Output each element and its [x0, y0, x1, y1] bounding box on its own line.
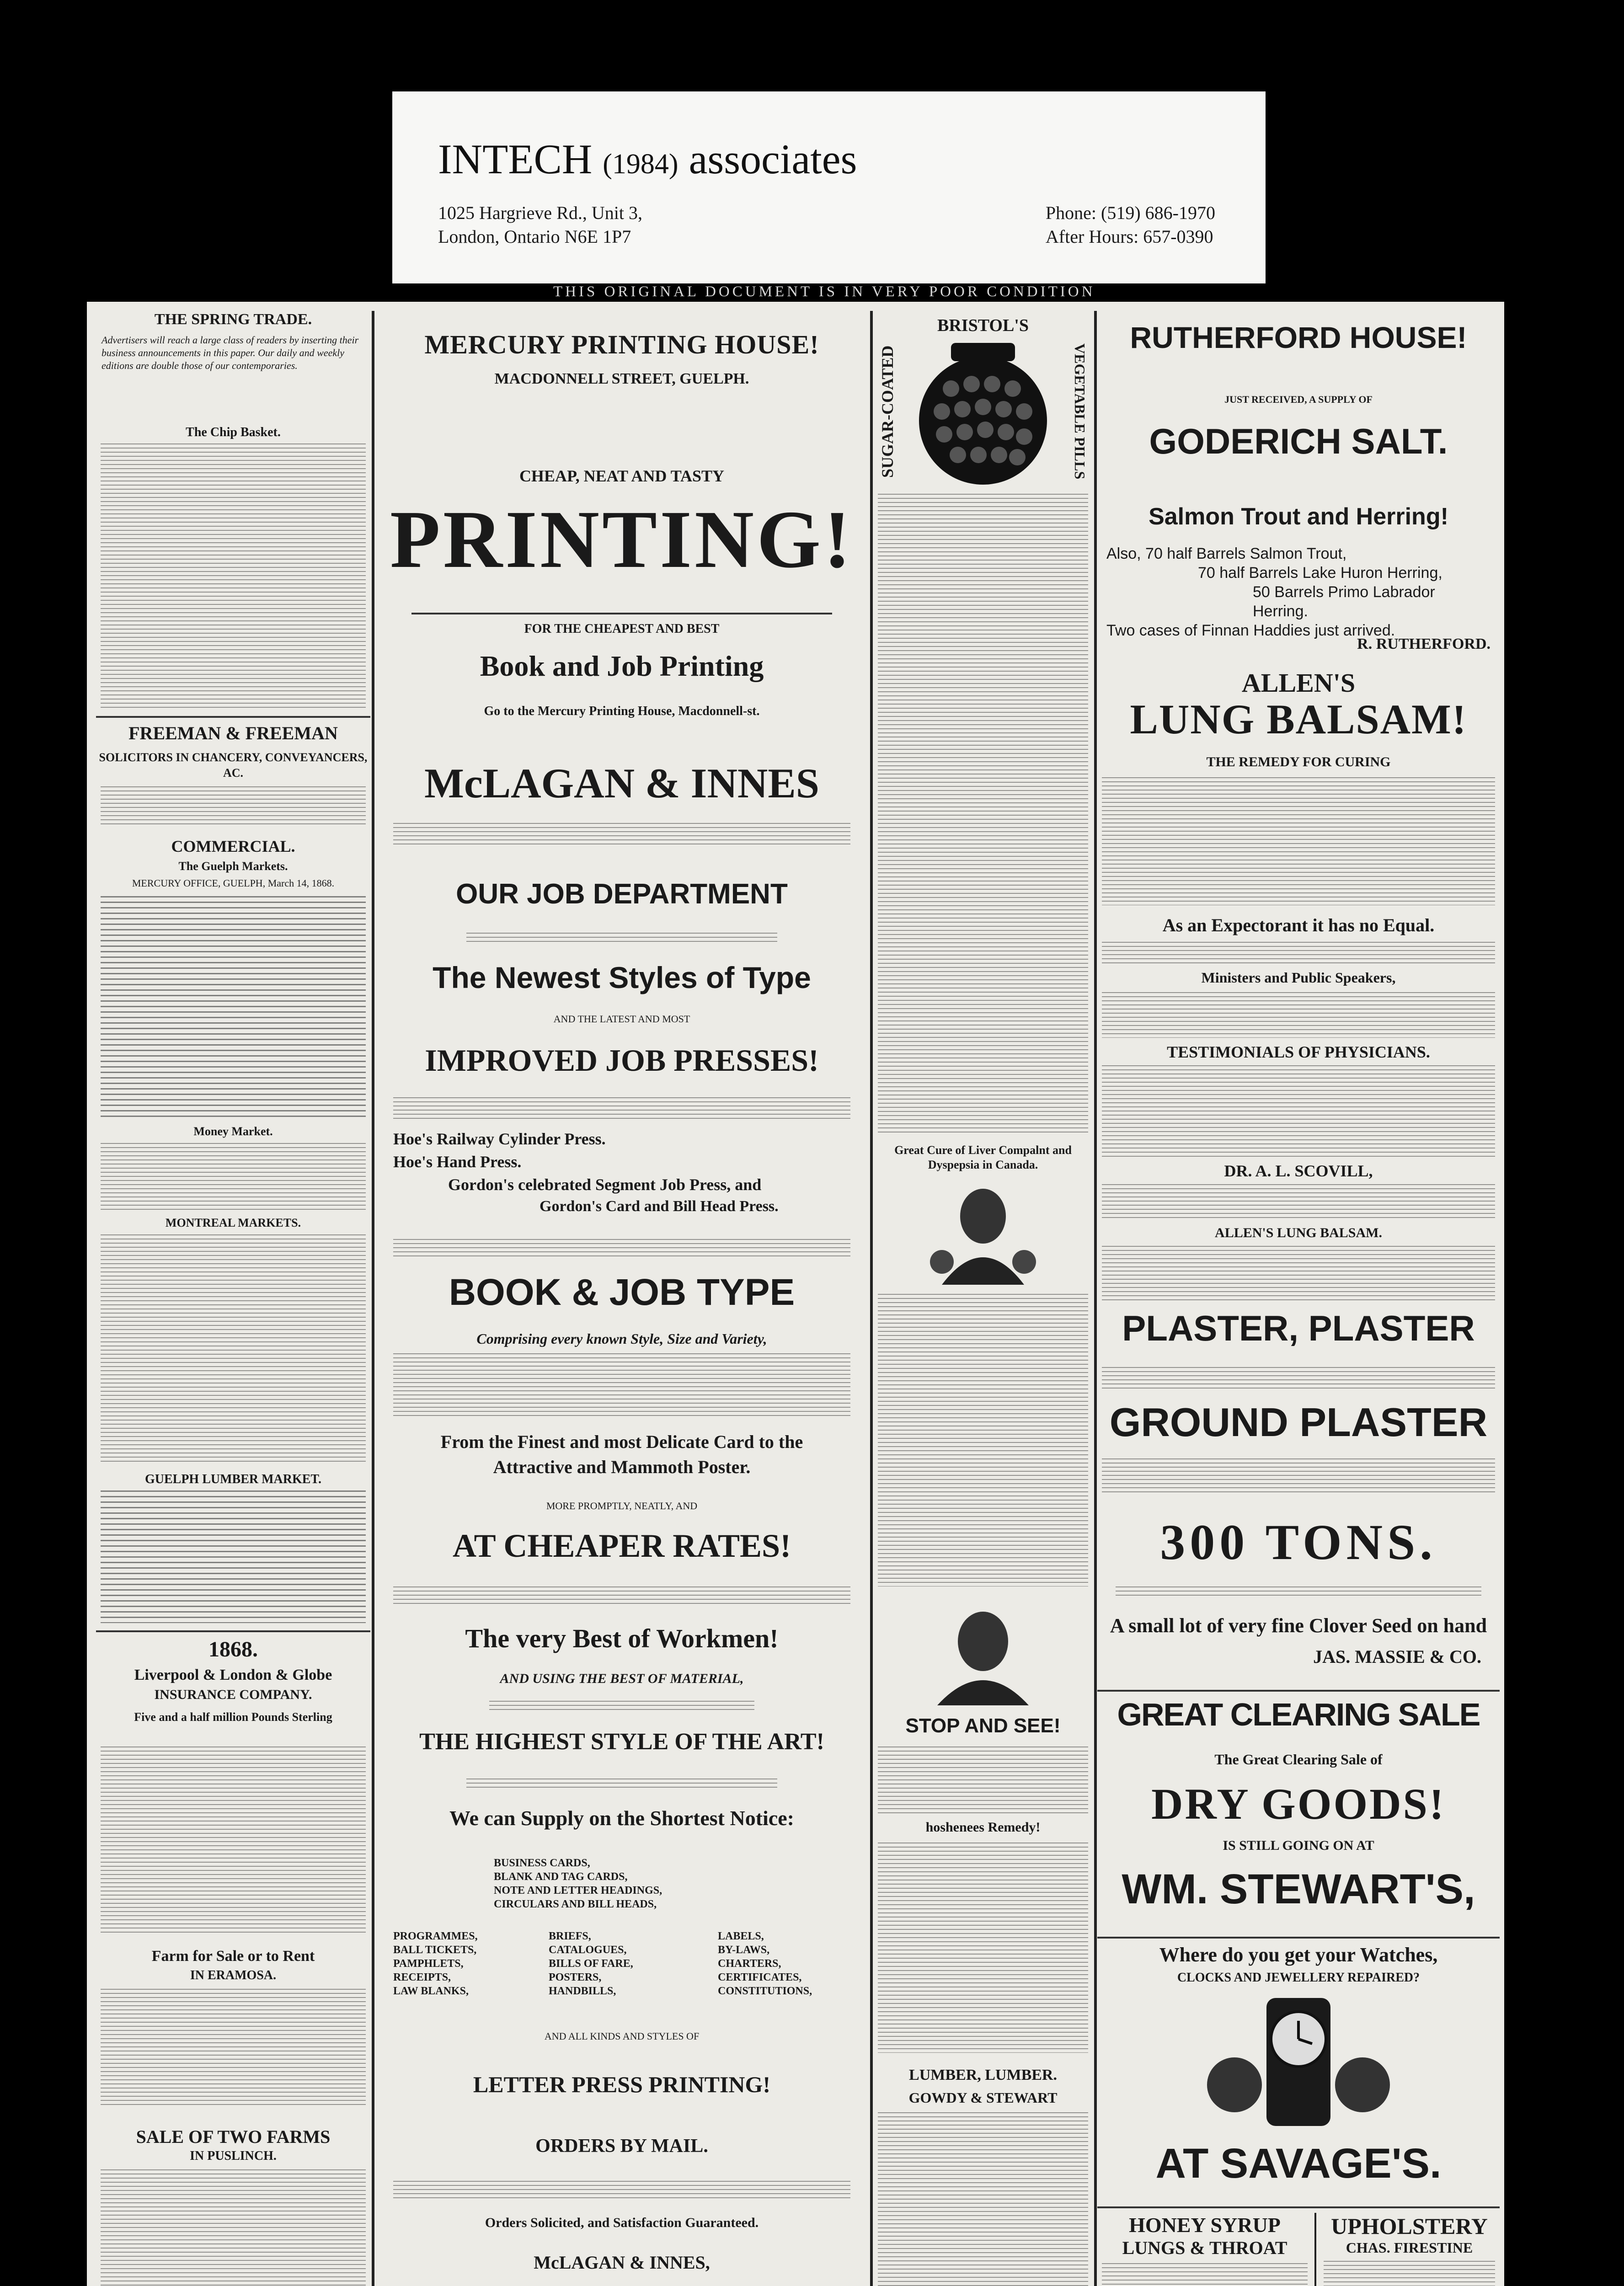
divider — [1097, 1690, 1500, 1692]
salmon-trout-herring: Salmon Trout and Herring! — [1149, 503, 1448, 530]
expectorant: As an Expectorant it has no Equal. — [1162, 915, 1435, 935]
orders-by-mail: ORDERS BY MAIL. — [535, 2136, 708, 2157]
great-clearing-sale: GREAT CLEARING SALE — [1117, 1697, 1480, 1732]
sale-text — [101, 2169, 366, 2286]
presses-text — [393, 1097, 850, 1120]
novelty-text — [393, 1239, 850, 1257]
gowdy-stewart: GOWDY & STEWART — [908, 2089, 1058, 2106]
allens-balsam-2: ALLEN'S LUNG BALSAM. — [1215, 1225, 1382, 1240]
prices-text — [466, 1779, 777, 1789]
brand-title: INTECH (1984) associates — [438, 136, 857, 182]
latest-most: AND THE LATEST AND MOST — [553, 1013, 690, 1025]
ground-plaster-text — [1102, 1458, 1495, 1495]
column-rule — [372, 311, 374, 2286]
lumber-market: GUELPH LUMBER MARKET. — [144, 1472, 322, 1486]
printing-headline: PRINTING! — [390, 494, 854, 585]
money-market-text — [101, 1143, 366, 1212]
indian-remedy-illustration-icon — [924, 1600, 1042, 1705]
montreal-markets-text — [101, 1234, 366, 1463]
lung-balsam: LUNG BALSAM! — [1130, 696, 1467, 742]
chip-basket-title: The Chip Basket. — [186, 425, 281, 439]
cheaper-rates: AT CHEAPER RATES! — [452, 1528, 791, 1564]
rates-text — [393, 1586, 850, 1605]
plaster-plaster: PLASTER, PLASTER — [1122, 1308, 1475, 1348]
tons-text — [1116, 1586, 1481, 1597]
money-market: Money Market. — [193, 1125, 273, 1138]
lungs-throat: LUNGS & THROAT — [1122, 2238, 1287, 2258]
stop-and-see: STOP AND SEE! — [905, 1714, 1061, 1737]
divider — [1097, 2206, 1500, 2208]
balsam-text — [1102, 777, 1495, 905]
column-rule — [1314, 2213, 1316, 2286]
highest-style: THE HIGHEST STYLE OF THE ART! — [419, 1729, 824, 1755]
vegetable-pills-label: VEGETABLE PILLS — [1072, 343, 1088, 480]
printing-house-street: MACDONNELL STREET, GUELPH. — [494, 370, 749, 387]
sale-title: SALE OF TWO FARMS — [136, 2126, 331, 2147]
hoshenees-text — [878, 1843, 1088, 2053]
shortest-notice: We can Supply on the Shortest Notice: — [449, 1806, 794, 1830]
address: 1025 Hargrieve Rd., Unit 3, London, Ontario N6E 1P7 — [438, 203, 642, 247]
best-workmen: The very Best of Workmen! — [465, 1624, 779, 1653]
insurance-title: Liverpool & London & Globe — [134, 1666, 332, 1683]
pill-jar-icon — [914, 338, 1052, 489]
insurance-text — [101, 1747, 366, 1934]
ground-plaster: GROUND PLASTER — [1109, 1399, 1488, 1445]
testimonials-text — [1102, 1065, 1495, 1157]
goderich-salt: GODERICH SALT. — [1149, 421, 1448, 461]
mammoth-poster: Attractive and Mammoth Poster. — [493, 1457, 751, 1477]
printing-list-top: BUSINESS CARDS, BLANK AND TAG CARDS, NOTE AND LETTER HEADINGS, CIRCULARS AND BILL HEADS, — [494, 1857, 662, 1910]
position-text — [489, 1701, 754, 1712]
liver-cure-title: Great Cure of Liver Compalnt and Dyspepsia in Canada. — [894, 1143, 1072, 1171]
newspaper-page — [87, 302, 1504, 2286]
book-job-printing: Book and Job Printing — [480, 650, 764, 682]
still-going-on: IS STILL GOING ON AT — [1223, 1838, 1374, 1853]
ministers: Ministers and Public Speakers, — [1201, 969, 1396, 986]
printing-list-right: LABELS, BY-LAWS, CHARTERS, CERTIFICATES, CONSTITUTIONS, — [718, 1930, 812, 1997]
bristols-title: BRISTOL'S — [937, 316, 1029, 335]
market-prices-table — [101, 896, 366, 1120]
supplied-text — [466, 933, 777, 944]
header-card — [392, 91, 1266, 283]
column-rule — [1094, 311, 1097, 2286]
firm-signature: McLAGAN & INNES, — [534, 2252, 710, 2273]
clover-seed: A small lot of very fine Clover Seed on hand — [1110, 1614, 1487, 1637]
printing-list-left: PROGRAMMES, BALL TICKETS, PAMPHLETS, RECEIPTS, LAW BLANKS, — [393, 1930, 478, 1997]
stop-see-text — [878, 1747, 1088, 1815]
printing-house-title: MERCURY PRINTING HOUSE! — [424, 330, 819, 359]
phone-info: Phone: (519) 686-1970 After Hours: 657-0390 — [1045, 203, 1215, 247]
expectorant-text — [1102, 942, 1495, 965]
allens-title: ALLEN'S — [1241, 668, 1356, 698]
farm-subtitle: IN ERAMOSA. — [190, 1968, 277, 1982]
cheap-neat-tasty: CHEAP, NEAT AND TASTY — [519, 467, 725, 485]
montreal-markets: MONTREAL MARKETS. — [165, 1216, 301, 1229]
massie-co: JAS. MASSIE & CO. — [1313, 1646, 1481, 1667]
lumber-text — [878, 2112, 1088, 2286]
column-1 — [96, 302, 370, 2286]
finest-card: From the Finest and most Delicate Card to the — [440, 1431, 803, 1452]
gordon-card: Gordon's Card and Bill Head Press. — [540, 1198, 779, 1215]
fish-list: Also, 70 half Barrels Salmon Trout, 70 half Barrels Lake Huron Herring, 50 Barrels Primo Labrador Herring. Two cases of Finnan Haddies just arrived. — [1106, 545, 1442, 639]
orders-solicited: Orders Solicited, and Satisfaction Guaranteed. — [485, 2215, 759, 2230]
freeman-details — [101, 786, 366, 828]
hoshenees-remedy: hoshenees Remedy! — [925, 1820, 1041, 1835]
column-4 — [1097, 302, 1500, 2286]
liver-cure-text — [878, 1294, 1088, 1586]
dry-goods: DRY GOODS! — [1151, 1779, 1446, 1828]
firestine: CHAS. FIRESTINE — [1346, 2239, 1473, 2256]
honey-syrup-ad — [1097, 2213, 1312, 2286]
column-3 — [873, 302, 1093, 2286]
testimonials: TESTIMONIALS OF PHYSICIANS. — [1167, 1043, 1430, 1061]
comprising: Comprising every known Style, Size and Variety, — [476, 1330, 767, 1347]
lumber-title: LUMBER, LUMBER. — [909, 2067, 1057, 2083]
column-rule — [870, 311, 873, 2286]
insurance-capital: Five and a half million Pounds Sterling — [134, 1710, 332, 1724]
year-heading: 1868. — [208, 1637, 258, 1661]
farm-text — [101, 1989, 366, 2108]
wm-stewarts: WM. STEWART'S, — [1122, 1866, 1475, 1912]
freeman-subtitle: SOLICITORS IN CHANCERY, CONVEYANCERS, AC. — [99, 751, 368, 780]
commercial-title: COMMERCIAL. — [171, 837, 295, 855]
portrait-illustration-icon — [924, 1180, 1042, 1285]
type-text — [393, 1353, 850, 1417]
remedy-curing: THE REMEDY FOR CURING — [1206, 754, 1391, 769]
rutherford-house: RUTHERFORD HOUSE! — [1130, 320, 1467, 354]
scovill: DR. A. L. SCOVILL, — [1224, 1162, 1373, 1180]
letter-press-printing: LETTER PRESS PRINTING! — [473, 2072, 771, 2097]
honey-text — [1102, 2263, 1308, 2286]
divider — [1097, 1937, 1500, 1939]
all-kinds: AND ALL KINDS AND STYLES OF — [544, 2030, 700, 2042]
divider — [96, 1630, 370, 1632]
firm-text — [393, 823, 850, 846]
column-2 — [375, 302, 869, 2286]
plaster-text — [1102, 1367, 1495, 1390]
at-savages: AT SAVAGE'S. — [1155, 2140, 1442, 2187]
book-job-type: BOOK & JOB TYPE — [449, 1271, 795, 1313]
mclagan-innes: McLAGAN & INNES — [424, 760, 819, 807]
honey-syrup: HONEY SYRUP — [1129, 2213, 1281, 2237]
scovill-text — [1102, 1184, 1495, 1221]
clocks-repaired: CLOCKS AND JEWELLERY REPAIRED? — [1177, 1971, 1420, 1985]
newest-styles: The Newest Styles of Type — [433, 961, 811, 994]
printing-list-middle: BRIEFS, CATALOGUES, BILLS OF FARE, POSTERS, HANDBILLS, — [549, 1930, 633, 1997]
mercury-office-date: MERCURY OFFICE, GUELPH, March 14, 1868. — [132, 877, 335, 889]
hoe-railway: Hoe's Railway Cylinder Press. — [393, 1130, 606, 1148]
spring-trade-text: Advertisers will reach a large class of readers by inserting their business announcements in this paper. Our daily and weekly editions are double those of our contemporaries. — [102, 334, 359, 371]
sugar-coated-label: SUGAR-COATED — [878, 345, 897, 478]
upholstery: UPHOLSTERY — [1331, 2213, 1488, 2239]
clock-illustration-icon — [1202, 1993, 1394, 2131]
insurance-subtitle: INSURANCE COMPANY. — [154, 1687, 312, 1702]
just-received: JUST RECEIVED, A SUPPLY OF — [1224, 394, 1373, 405]
guelph-markets: The Guelph Markets. — [178, 860, 288, 873]
balsam-text-2 — [1102, 1246, 1495, 1301]
upholstery-text — [1324, 2261, 1495, 2286]
freeman-title: FREEMAN & FREEMAN — [128, 723, 338, 743]
three-hundred-tons: 300 TONS. — [1160, 1514, 1437, 1570]
divider — [96, 716, 370, 718]
improved-presses: IMPROVED JOB PRESSES! — [425, 1043, 819, 1078]
job-department: OUR JOB DEPARTMENT — [456, 878, 788, 910]
upholstery-ad — [1319, 2213, 1500, 2286]
ministers-text — [1102, 992, 1495, 1038]
watches-question: Where do you get your Watches, — [1159, 1944, 1438, 1966]
clearing-sub: The Great Clearing Sale of — [1214, 1751, 1383, 1768]
divider — [411, 613, 832, 614]
condition-note: THIS ORIGINAL DOCUMENT IS IN VERY POOR CONDITION — [553, 283, 1095, 300]
lumber-prices — [101, 1490, 366, 1623]
bristols-text — [878, 494, 1088, 1134]
more-promptly: MORE PROMPTLY, NEATLY, AND — [546, 1500, 698, 1512]
go-to-mercury: Go to the Mercury Printing House, Macdonnell-st. — [484, 704, 760, 718]
hoe-hand: Hoe's Hand Press. — [393, 1153, 522, 1171]
rutherford-signature: R. RUTHERFORD. — [1357, 636, 1490, 652]
gordon-segment: Gordon's celebrated Segment Job Press, and — [448, 1175, 762, 1194]
cheapest-best: FOR THE CHEAPEST AND BEST — [524, 622, 720, 636]
chip-basket-text — [101, 443, 366, 709]
farm-title: Farm for Sale or to Rent — [151, 1948, 315, 1965]
sale-subtitle: IN PUSLINCH. — [190, 2149, 277, 2163]
spring-trade-title: THE SPRING TRADE. — [154, 311, 312, 328]
mail-text — [393, 2181, 850, 2199]
best-material: AND USING THE BEST OF MATERIAL, — [500, 1671, 744, 1686]
